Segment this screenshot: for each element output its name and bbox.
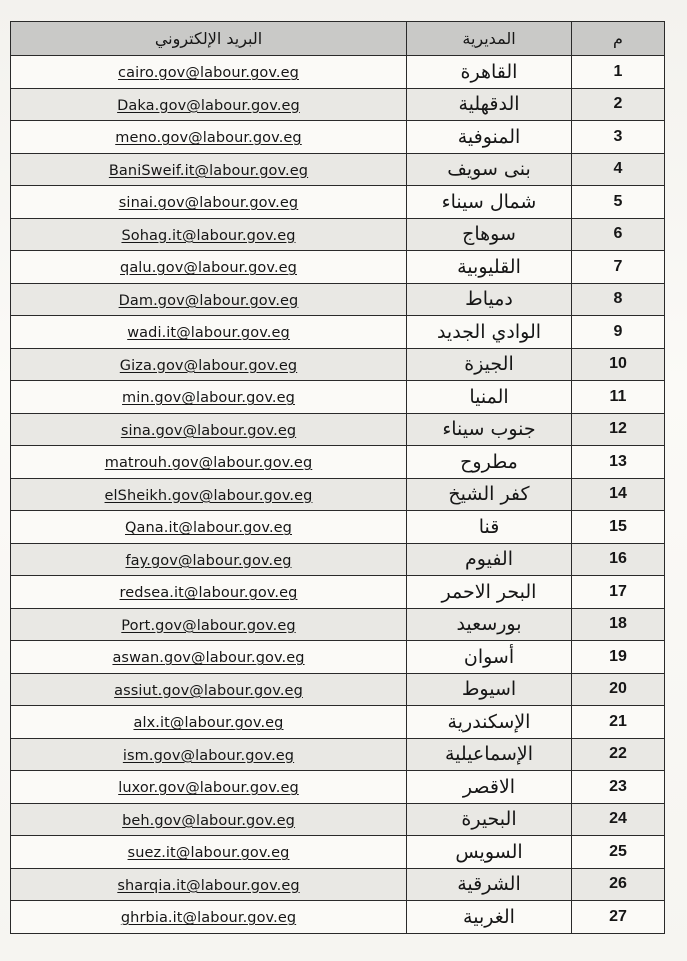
row-number-cell: 9 — [572, 316, 665, 349]
email-cell — [11, 446, 407, 479]
governorate-cell: قنا — [407, 511, 572, 544]
governorate-cell: القاهرة — [407, 56, 572, 89]
governorate-cell: بنى سويف — [407, 153, 572, 186]
row-number-cell: 22 — [572, 738, 665, 771]
table-row — [11, 706, 665, 739]
row-number-cell: 26 — [572, 868, 665, 901]
email-link[interactable]: alx.it@labour.gov.eg — [133, 715, 284, 732]
email-cell — [11, 673, 407, 706]
governorate-cell: سوهاج — [407, 218, 572, 251]
email-cell — [11, 641, 407, 674]
governorate-cell: الاقصر — [407, 771, 572, 804]
governorate-cell: السويس — [407, 836, 572, 869]
governorate-cell: بورسعيد — [407, 608, 572, 641]
email-link[interactable]: Port.gov@labour.gov.eg — [121, 617, 296, 634]
row-number-cell: 7 — [572, 251, 665, 284]
email-link[interactable]: sinai.gov@labour.gov.eg — [118, 195, 299, 212]
row-number-cell: 3 — [572, 121, 665, 154]
email-cell — [11, 901, 407, 934]
email-link[interactable]: meno.gov@labour.gov.eg — [115, 130, 302, 147]
row-number-cell: 21 — [572, 706, 665, 739]
row-number-cell: 10 — [572, 348, 665, 381]
governorate-cell: الدقهلية — [407, 88, 572, 121]
table-row — [11, 153, 665, 186]
row-number-cell: 13 — [572, 446, 665, 479]
table-row — [11, 576, 665, 609]
email-cell — [11, 251, 407, 284]
email-link[interactable]: BaniSweif.it@labour.gov.eg — [108, 162, 309, 179]
row-number-cell: 12 — [572, 413, 665, 446]
table-row — [11, 868, 665, 901]
email-link[interactable]: Sohag.it@labour.gov.eg — [121, 227, 296, 244]
governorate-cell: الغربية — [407, 901, 572, 934]
email-link[interactable]: aswan.gov@labour.gov.eg — [112, 650, 305, 667]
governorate-cell: الشرقية — [407, 868, 572, 901]
email-link[interactable]: wadi.it@labour.gov.eg — [127, 325, 290, 342]
table-row — [11, 543, 665, 576]
governorate-cell: الفيوم — [407, 543, 572, 576]
row-number-cell: 5 — [572, 186, 665, 219]
email-link[interactable]: Dam.gov@labour.gov.eg — [118, 292, 299, 309]
row-number-cell: 11 — [572, 381, 665, 414]
table-row — [11, 771, 665, 804]
directorates-table — [10, 21, 665, 934]
email-link[interactable]: redsea.it@labour.gov.eg — [119, 585, 298, 602]
row-number-cell: 27 — [572, 901, 665, 934]
email-link[interactable]: elSheikh.gov@labour.gov.eg — [104, 487, 313, 504]
table-row — [11, 88, 665, 121]
governorate-cell: كفر الشيخ — [407, 478, 572, 511]
governorate-cell: اسيوط — [407, 673, 572, 706]
table-row — [11, 803, 665, 836]
row-number-cell: 14 — [572, 478, 665, 511]
table-row — [11, 283, 665, 316]
table-row — [11, 121, 665, 154]
table-row — [11, 218, 665, 251]
row-number-cell: 6 — [572, 218, 665, 251]
email-cell — [11, 316, 407, 349]
email-cell — [11, 413, 407, 446]
email-cell — [11, 348, 407, 381]
email-cell — [11, 738, 407, 771]
email-cell — [11, 543, 407, 576]
governorate-cell: شمال سيناء — [407, 186, 572, 219]
row-number-cell: 2 — [572, 88, 665, 121]
governorate-cell: أسوان — [407, 641, 572, 674]
table-body — [11, 56, 665, 934]
email-link[interactable]: sina.gov@labour.gov.eg — [120, 422, 297, 439]
email-link[interactable]: matrouh.gov@labour.gov.eg — [104, 455, 313, 472]
row-number-cell: 4 — [572, 153, 665, 186]
email-link[interactable]: Giza.gov@labour.gov.eg — [119, 357, 298, 374]
email-cell — [11, 608, 407, 641]
row-number-cell: 24 — [572, 803, 665, 836]
row-number-cell: 19 — [572, 641, 665, 674]
table-row — [11, 56, 665, 89]
email-link[interactable]: cairo.gov@labour.gov.eg — [118, 65, 299, 82]
governorate-cell: البحيرة — [407, 803, 572, 836]
email-cell — [11, 868, 407, 901]
email-link[interactable]: ism.gov@labour.gov.eg — [122, 747, 295, 764]
governorate-cell: المنوفية — [407, 121, 572, 154]
row-number-cell: 17 — [572, 576, 665, 609]
email-cell — [11, 803, 407, 836]
row-number-cell: 23 — [572, 771, 665, 804]
email-cell — [11, 836, 407, 869]
governorate-cell: البحر الاحمر — [407, 576, 572, 609]
email-cell — [11, 153, 407, 186]
email-link[interactable]: beh.gov@labour.gov.eg — [122, 812, 295, 829]
email-cell — [11, 218, 407, 251]
table-row — [11, 836, 665, 869]
email-cell — [11, 706, 407, 739]
governorate-cell: الوادي الجديد — [407, 316, 572, 349]
email-cell — [11, 56, 407, 89]
email-link[interactable]: Daka.gov@labour.gov.eg — [117, 97, 300, 114]
email-cell — [11, 771, 407, 804]
email-link[interactable]: sharqia.it@labour.gov.eg — [117, 877, 300, 894]
table-row — [11, 641, 665, 674]
table-row — [11, 251, 665, 284]
email-link[interactable]: Qana.it@labour.gov.eg — [125, 520, 292, 537]
table-row — [11, 348, 665, 381]
table-row — [11, 186, 665, 219]
table-row — [11, 608, 665, 641]
email-link[interactable]: qalu.gov@labour.gov.eg — [120, 260, 297, 277]
row-number-cell: 20 — [572, 673, 665, 706]
table-row — [11, 316, 665, 349]
governorate-cell: مطروح — [407, 446, 572, 479]
table-row — [11, 413, 665, 446]
table-row — [11, 673, 665, 706]
table-row — [11, 738, 665, 771]
email-link[interactable]: assiut.gov@labour.gov.eg — [114, 682, 303, 699]
row-number-cell: 18 — [572, 608, 665, 641]
email-link[interactable]: luxor.gov@labour.gov.eg — [118, 780, 299, 797]
row-number-cell: 8 — [572, 283, 665, 316]
table-row — [11, 446, 665, 479]
email-link[interactable]: min.gov@labour.gov.eg — [122, 390, 295, 407]
governorate-cell: الإسكندرية — [407, 706, 572, 739]
table-header-row — [11, 22, 665, 56]
table-row — [11, 381, 665, 414]
email-cell — [11, 478, 407, 511]
governorate-cell: جنوب سيناء — [407, 413, 572, 446]
table-row — [11, 478, 665, 511]
row-number-cell: 15 — [572, 511, 665, 544]
email-cell — [11, 511, 407, 544]
governorate-cell: دمياط — [407, 283, 572, 316]
email-cell — [11, 186, 407, 219]
table-row — [11, 511, 665, 544]
table-row — [11, 901, 665, 934]
email-link[interactable]: ghrbia.it@labour.gov.eg — [120, 910, 297, 927]
email-cell — [11, 283, 407, 316]
row-number-cell: 16 — [572, 543, 665, 576]
email-cell — [11, 381, 407, 414]
email-cell — [11, 576, 407, 609]
header-governorate: المديرية — [407, 22, 572, 56]
email-link[interactable]: fay.gov@labour.gov.eg — [125, 552, 292, 569]
email-link[interactable]: suez.it@labour.gov.eg — [127, 845, 290, 862]
header-number: م — [572, 22, 665, 56]
email-cell — [11, 121, 407, 154]
governorate-cell: القليوبية — [407, 251, 572, 284]
row-number-cell: 1 — [572, 56, 665, 89]
header-email: البريد الإلكتروني — [11, 22, 407, 56]
email-cell — [11, 88, 407, 121]
governorate-cell: المنيا — [407, 381, 572, 414]
governorate-cell: الإسماعيلية — [407, 738, 572, 771]
row-number-cell: 25 — [572, 836, 665, 869]
governorate-cell: الجيزة — [407, 348, 572, 381]
